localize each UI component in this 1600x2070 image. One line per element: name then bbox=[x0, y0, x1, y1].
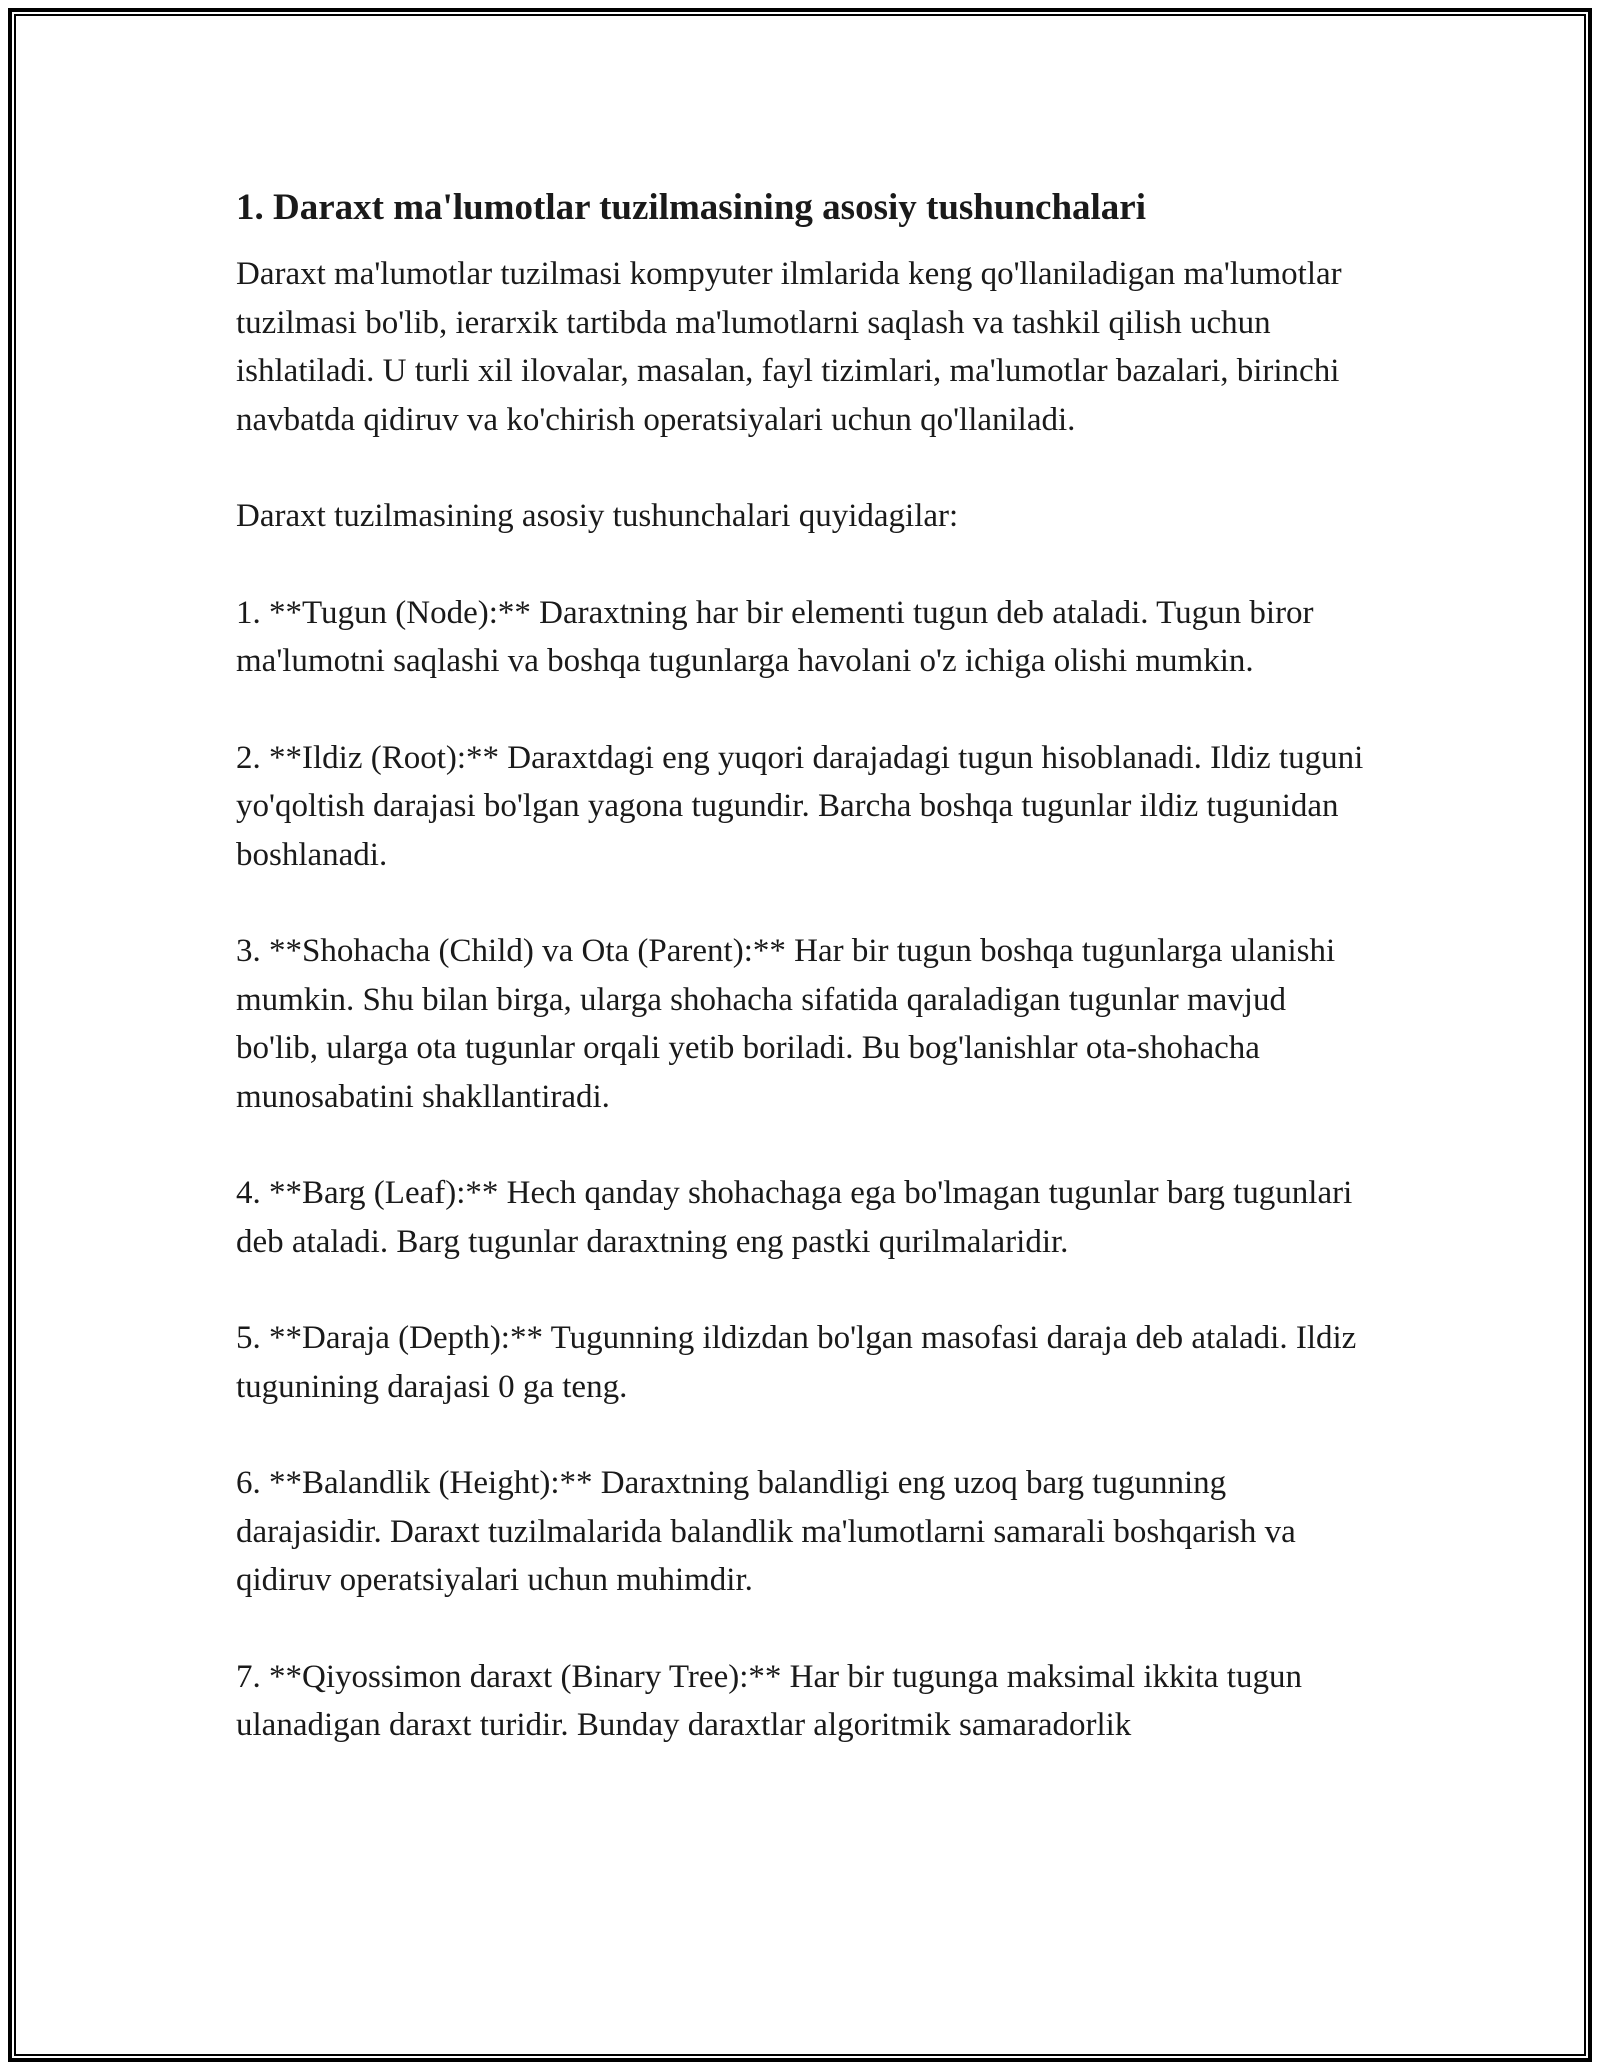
list-item-binary-tree: 7. **Qiyossimon daraxt (Binary Tree):** Har bir tugunga maksimal ikkita tugun ulanadigan daraxt turidir. Bunday daraxtlar algoritmik samaradorlik bbox=[236, 1658, 1302, 1743]
list-item-depth: 5. **Daraja (Depth):** Tugunning ildizdan bo'lgan masofasi daraja deb ataladi. Ildiz tugunining darajasi 0 ga teng. bbox=[236, 1320, 1357, 1405]
list-item-leaf: 4. **Barg (Leaf):** Hech qanday shohachaga ega bo'lmagan tugunlar barg tugunlari deb ataladi. Barg tugunlar daraxtning eng pastki qurilmalaridir. bbox=[236, 1175, 1353, 1260]
list-item-root: 2. **Ildiz (Root):** Daraxtdagi eng yuqori darajadagi tugun hisoblanadi. Ildiz tuguni yo'qoltish darajasi bo'lgan yagona tugundir. Barcha boshqa tugunlar ildiz tugunidan boshlanadi. bbox=[236, 739, 1364, 873]
page-title: 1. Daraxt ma'lumotlar tuzilmasining asosiy tushunchalari bbox=[236, 187, 1147, 228]
list-intro-paragraph: Daraxt tuzilmasining asosiy tushunchalari quyidagilar: bbox=[236, 498, 959, 534]
list-item-height: 6. **Balandlik (Height):** Daraxtning balandligi eng uzoq barg tugunning darajasidir. Daraxt tuzilmalarida balandlik ma'lumotlarni samarali boshqarish va qidiruv operatsiyalari uchun muhimdir. bbox=[236, 1465, 1296, 1598]
document-body bbox=[236, 186, 1366, 1798]
list-item-child-parent: 3. **Shohacha (Child) va Ota (Parent):** Har bir tugun boshqa tugunlarga ulanishi mumkin. Shu bilan birga, ularga shohacha sifatida qaraladigan tugunlar mavjud bo'lib, ularga ota tugunlar orqali yetib boriladi. Bu bog'lanishlar ota-shohacha munosabatini shakllantiradi. bbox=[236, 933, 1336, 1115]
list-item-node: 1. **Tugun (Node):** Daraxtning har bir elementi tugun deb ataladi. Tugun biror ma'lumotni saqlashi va boshqa tugunlarga havolani o'z ichiga olishi mumkin. bbox=[236, 594, 1314, 679]
intro-paragraph: Daraxt ma'lumotlar tuzilmasi kompyuter ilmlarida keng qo'llaniladigan ma'lumotlar tuzilmasi bo'lib, ierarxik tartibda ma'lumotlarni saqlash va tashkil qilish uchun ishlatiladi. U turli xil ilovalar, masalan, fayl tizimlari, ma'lumotlar bazalari, birinchi navbatda qidiruv va ko'chirish operatsiyalari uchun qo'llaniladi. bbox=[236, 256, 1342, 438]
